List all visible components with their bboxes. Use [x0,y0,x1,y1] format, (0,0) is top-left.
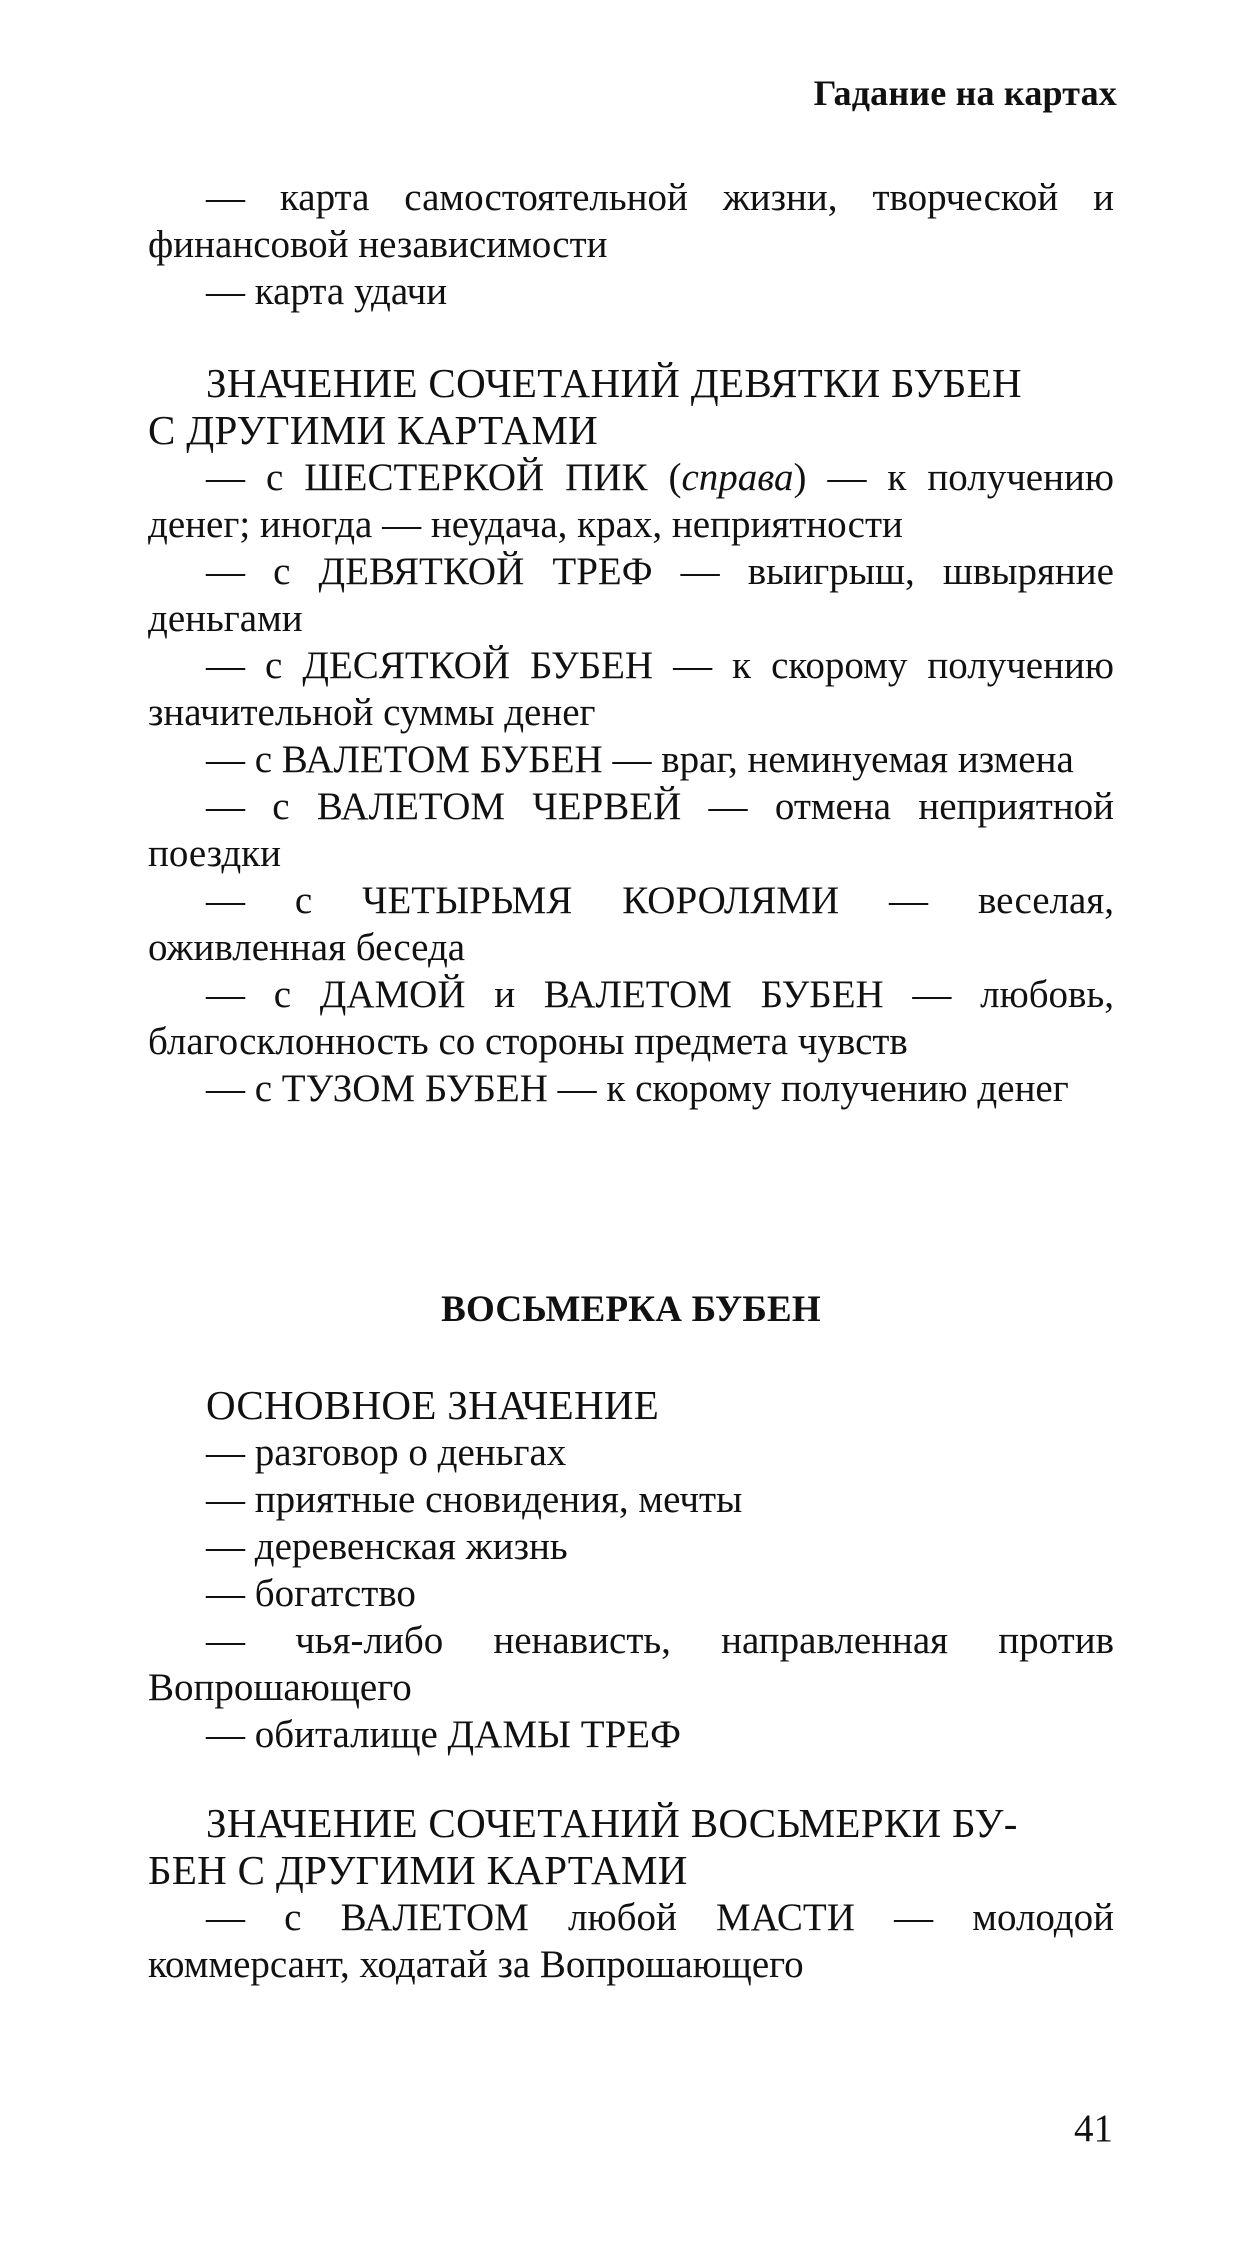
intro-section [148,174,1114,315]
italic-note: справа [681,456,794,499]
meaning-item: — обиталище ДАМЫ ТРЕФ [206,1713,681,1756]
section-heading-continued: БЕН С ДРУГИМИ КАРТАМИ [148,1847,688,1893]
combination-item: — с ДЕВЯТКОЙ ТРЕФ — выигрыш, швыряние деньгами [148,550,1114,640]
running-head: Гадание на картах [813,73,1117,113]
eight-combinations-section [148,1800,1114,1988]
combination-item: — с ТУЗОМ БУБЕН — к скорому получению денег [206,1067,1069,1110]
combination-item: — с ВАЛЕТОМ БУБЕН — враг, неминуемая измена [206,738,1074,781]
card-title: ВОСЬМЕРКА БУБЕН [441,1289,821,1330]
eight-main-section [148,1382,1114,1758]
section-heading: ЗНАЧЕНИЕ СОЧЕТАНИЙ ДЕВЯТКИ БУБЕН [206,360,1022,406]
section-heading-continued: С ДРУГИМИ КАРТАМИ [148,407,599,453]
combination-item: — с ЧЕТЫРЬМЯ КОРОЛЯМИ — веселая, оживленная беседа [148,879,1114,969]
intro-item: — карта удачи [206,270,448,313]
combination-item: — с ДАМОЙ и ВАЛЕТОМ БУБЕН — любовь, благосклонность со стороны предмета чувств [148,973,1114,1063]
combination-item: — с ШЕСТЕРКОЙ ПИК (справа) — к получению денег; иногда — неудача, крах, неприятности [148,456,1114,546]
page-number: 41 [1074,2107,1113,2150]
meaning-item: — богатство [206,1572,416,1615]
meaning-item: — приятные сновидения, мечты [206,1478,743,1521]
combination-item: — с ВАЛЕТОМ любой МАСТИ — молодой коммерсант, ходатай за Вопрошающего [148,1896,1114,1986]
meaning-item: — деревенская жизнь [206,1525,568,1568]
intro-item: — карта самостоятельной жизни, творческой и финансовой независимости [148,176,1114,266]
combination-item: — с ДЕСЯТКОЙ БУБЕН — к скорому получению значительной суммы денег [148,644,1114,734]
section-heading: ОСНОВНОЕ ЗНАЧЕНИЕ [206,1382,660,1428]
nine-combinations-section [148,360,1114,1112]
combination-item: — с ВАЛЕТОМ ЧЕРВЕЙ — отмена неприятной поездки [148,785,1114,875]
section-heading: ЗНАЧЕНИЕ СОЧЕТАНИЙ ВОСЬМЕРКИ БУ- [206,1800,1018,1846]
meaning-item: — чья-либо ненависть, направленная против Вопрошающего [148,1619,1114,1709]
meaning-item: — разговор о деньгах [206,1431,567,1474]
